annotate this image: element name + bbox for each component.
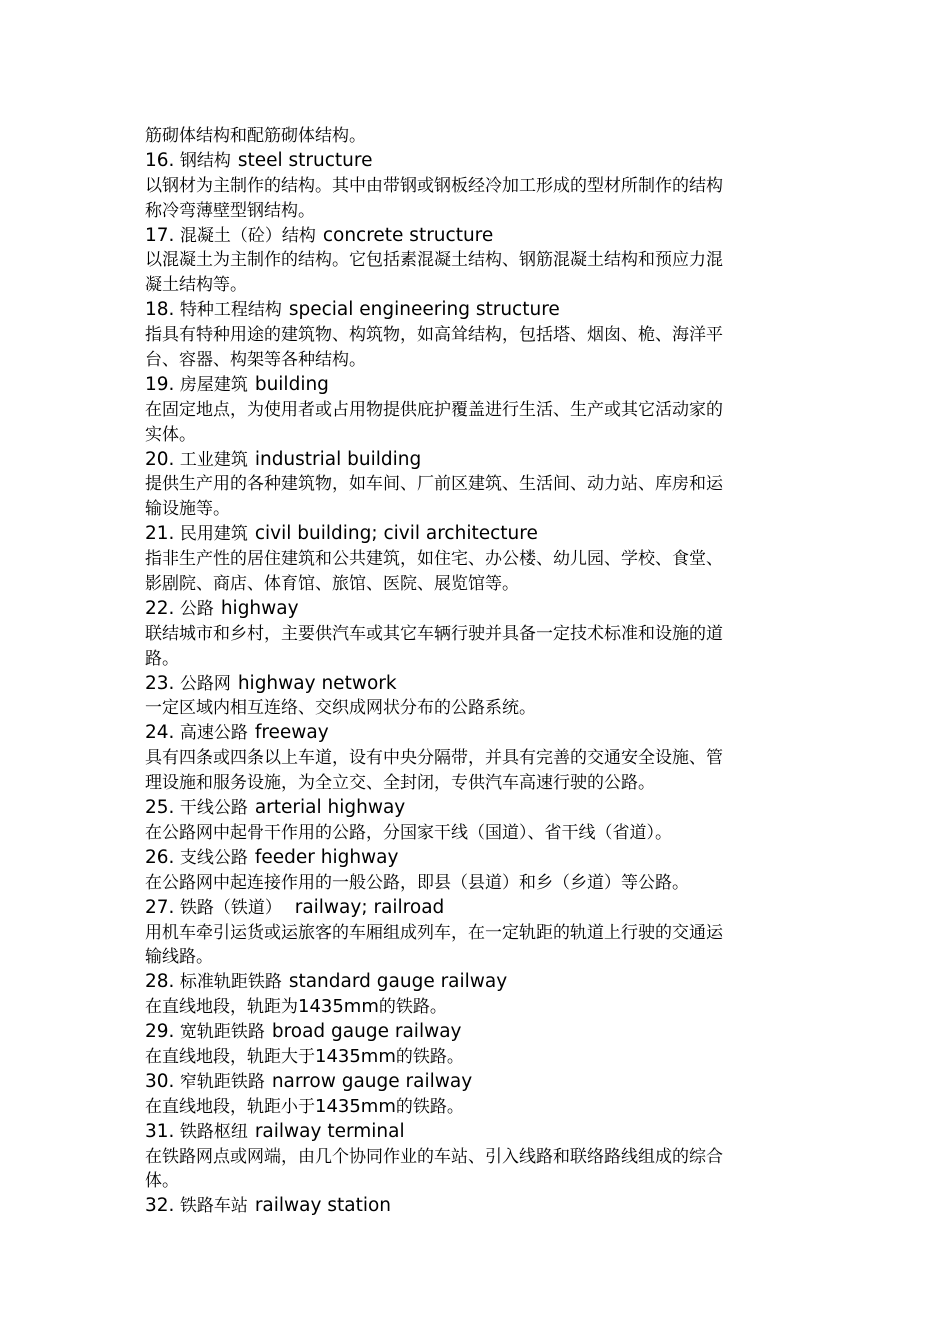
term-english: broad gauge railway [271,1021,462,1043]
term-chinese: 公路 [179,598,214,619]
term-number: 17. [145,224,175,246]
term-heading [145,896,813,921]
definition-line: 联结城市和乡村，主要供汽车或其它车辆行驶并具备一定技术标准和设施的道 [145,623,723,644]
term-chinese: 铁路（铁道） [179,897,282,918]
term-chinese: 工业建筑 [179,449,248,470]
term-number: 31. [145,1120,175,1142]
term-number: 22. [145,597,175,619]
document-body [145,124,813,1219]
term-number: 21. [145,523,175,545]
definition-line: 台、容器、构架等各种结构。 [145,350,366,371]
definition-line: 指具有特种用途的建筑物、构筑物，如高耸结构，包括塔、烟囱、桅、海洋平 [145,325,723,346]
term-heading [145,672,813,697]
term-number: 29. [145,1021,175,1043]
definition-line: 影剧院、商店、体育馆、旅馆、医院、展览馆等。 [145,574,519,595]
definition-line: 凝土结构等。 [145,275,247,296]
term-english: highway [220,597,299,619]
term-heading [145,796,813,821]
term-number: 16. [145,149,175,171]
definition-line: 在公路网中起骨干作用的公路，分国家干线（国道）、省干线（省道）。 [145,822,672,843]
term-english: highway network [237,672,397,694]
term-heading [145,149,813,174]
definition-line: 在铁路网点或网端，由几个协同作业的车站、引入线路和联络路线组成的综合 [145,1146,723,1167]
term-english: feeder highway [254,846,399,868]
definition-line: 称冷弯薄壁型钢结构。 [145,200,315,221]
term-english: railway terminal [254,1120,405,1142]
definition-text: 在直线地段，轨距小于 [145,1096,315,1117]
definition-text: 的铁路。 [395,1096,464,1117]
definition-line: 具有四条或四条以上车道，设有中央分隔带，并具有完善的交通安全设施、管 [145,748,723,769]
term-heading [145,846,813,871]
term-heading [145,448,813,473]
term-chinese: 混凝土（砼）结构 [179,225,316,246]
term-chinese: 特种工程结构 [179,300,282,321]
term-number: 18. [145,299,175,321]
term-number: 32. [145,1195,175,1217]
term-english: steel structure [237,149,373,171]
term-number: 19. [145,373,175,395]
term-chinese: 房屋建筑 [179,374,248,395]
term-number: 24. [145,722,175,744]
definition-line: 指非生产性的居住建筑和公共建筑，如住宅、办公楼、幼儿园、学校、食堂、 [145,549,723,570]
term-english: narrow gauge railway [271,1070,473,1092]
term-heading [145,597,813,622]
definition-line: 输设施等。 [145,499,230,520]
term-heading [145,224,813,249]
term-chinese: 公路网 [179,673,231,694]
term-heading [145,522,813,547]
gauge-value: 1435mm [315,1045,396,1067]
gauge-value: 1435mm [315,1095,396,1117]
term-chinese: 民用建筑 [179,524,248,545]
term-english: railway station [254,1195,392,1217]
definition-line: 体。 [145,1171,179,1192]
definition-text: 在直线地段，轨距大于 [145,1046,315,1067]
definition-text: 在直线地段，轨距为 [145,997,298,1018]
definition-line [145,1095,813,1120]
definition-line: 提供生产用的各种建筑物，如车间、厂前区建筑、生活间、动力站、库房和运 [145,474,723,495]
term-number: 28. [145,971,175,993]
term-chinese: 铁路枢纽 [179,1121,248,1142]
term-english: industrial building [254,448,422,470]
definition-text: 的铁路。 [378,997,447,1018]
term-heading [145,373,813,398]
term-chinese: 窄轨距铁路 [179,1071,265,1092]
term-number: 20. [145,448,175,470]
definition-line: 用机车牵引运货或运旅客的车厢组成列车，在一定轨距的轨道上行驶的交通运 [145,922,723,943]
definition-line [145,995,813,1020]
term-number: 30. [145,1070,175,1092]
term-heading [145,721,813,746]
definition-line: 在固定地点，为使用者或占用物提供庇护覆盖进行生活、生产或其它活动家的 [145,399,723,420]
term-chinese: 干线公路 [179,798,248,819]
term-english: railway; railroad [288,896,445,918]
term-english: standard gauge railway [288,971,508,993]
term-chinese: 标准轨距铁路 [179,972,282,993]
term-chinese: 高速公路 [179,723,248,744]
definition-text: 的铁路。 [395,1046,464,1067]
term-english: arterial highway [254,797,406,819]
term-heading [145,1070,813,1095]
term-heading [145,1194,813,1219]
definition-line: 实体。 [145,424,196,445]
definition-line: 在公路网中起连接作用的一般公路，即县（县道）和乡（乡道）等公路。 [145,872,689,893]
definition-line: 以钢材为主制作的结构。其中由带钢或钢板经冷加工形成的型材所制作的结构 [145,175,723,196]
definition-line: 筋砌体结构和配筋砌体结构。 [145,126,366,146]
gauge-value: 1435mm [298,996,379,1018]
term-english: concrete structure [322,224,494,246]
term-heading [145,970,813,995]
definition-line: 一定区域内相互连络、交织成网状分布的公路系统。 [145,698,536,719]
definition-line: 路。 [145,648,179,669]
definition-line: 以混凝土为主制作的结构。它包括素混凝土结构、钢筋混凝土结构和预应力混 [145,250,723,271]
term-english: freeway [254,722,329,744]
definition-line: 输线路。 [145,947,213,968]
definition-line [145,1045,813,1070]
term-number: 25. [145,797,175,819]
term-english: civil building; civil architecture [254,523,538,545]
term-heading [145,1120,813,1145]
term-english: building [254,373,329,395]
term-english: special engineering structure [288,299,560,321]
term-chinese: 铁路车站 [179,1196,248,1217]
term-number: 26. [145,846,175,868]
term-number: 27. [145,896,175,918]
term-heading [145,298,813,323]
definition-line: 理设施和服务设施，为全立交、全封闭，专供汽车高速行驶的公路。 [145,773,655,794]
term-chinese: 支线公路 [179,847,248,868]
term-chinese: 宽轨距铁路 [179,1022,265,1043]
term-heading [145,1020,813,1045]
term-chinese: 钢结构 [179,150,231,171]
term-number: 23. [145,672,175,694]
